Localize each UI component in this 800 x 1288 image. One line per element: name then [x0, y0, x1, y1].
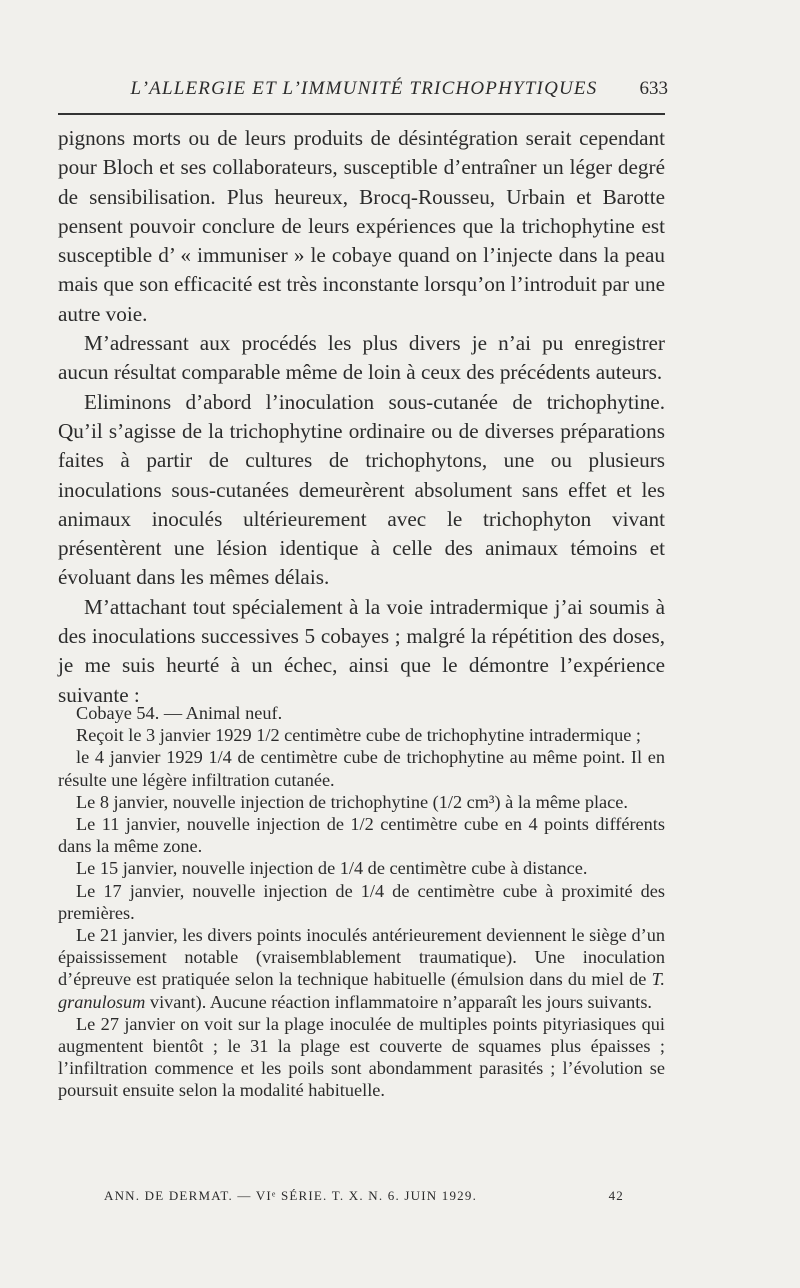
experiment-line-5: Le 15 janvier, nouvelle injection de 1/4 de centimètre cube à distance. [76, 858, 588, 879]
experiment-line-7-start: Le 21 janvier, les divers points inoculés antérieurement deviennent le siège d’un épaississement notable (vraisemblablement traumatique). Une inoculation d’épreuve est pratiquée selon la technique habituelle (émulsion dans du miel de [58, 925, 665, 990]
experiment-intro: Cobaye 54. — Animal neuf. [76, 703, 283, 723]
paragraph-3: Eliminons d’abord l’inoculation sous-cutanée de trichophytine. Qu’il s’agisse de la trichophytine ordinaire ou de diverses préparations faites à partir de cultures de trichophytons, une ou plusieurs inoculations sous-cutanées demeurèrent absolument sans effet et les animaux inoculés ultérieurement avec le trichophyton vivant présentèrent une lésion identique à celle des animaux témoins et évoluant dans les mêmes délais. [58, 389, 665, 590]
header-rule [58, 113, 665, 115]
experiment-line-7 [58, 924, 665, 1013]
main-text [58, 124, 665, 710]
experiment-line-4: Le 11 janvier, nouvelle injection de 1/2 centimètre cube en 4 points différents dans la même zone. [58, 814, 665, 857]
experiment-line-8: Le 27 janvier on voit sur la plage inoculée de multiples points pityriasiques qui augmentent bientôt ; le 31 la plage est couverte de squames plus épaisses ; l’infiltration commence et les poils sont abondamment parasités ; l’évolution se poursuit ensuite selon la modalité habituelle. [58, 1013, 665, 1101]
page-number: 633 [639, 78, 668, 99]
footer [104, 1188, 624, 1204]
experiment-line-6: Le 17 janvier, nouvelle injection de 1/4 de centimètre cube à proximité des premières. [58, 880, 665, 923]
experiment-line-7-end: vivant). Aucune réaction inflammatoire n’apparaît les jours suivants. [145, 991, 653, 1012]
experiment-line-2: le 4 janvier 1929 1/4 de centimètre cube de trichophytine au même point. Il en résulte une légère infiltration cutanée. [58, 747, 665, 790]
paragraph-2: M’adressant aux procédés les plus divers je n’ai pu enregistrer aucun résultat comparable même de loin à ceux des précédents auteurs. [58, 331, 665, 385]
signature-number: 42 [608, 1188, 624, 1203]
running-title: L’ALLERGIE ET L’IMMUNITÉ TRICHOPHYTIQUES [130, 78, 598, 99]
species-name: T. granulosum [58, 969, 665, 1012]
experiment-line-3: Le 8 janvier, nouvelle injection de trichophytine (1/2 cm³) à la même place. [76, 791, 628, 812]
paragraph-1: pignons morts ou de leurs produits de désintégration serait cependant pour Bloch et ses collaborateurs, susceptible d’entraîner un léger degré de sensibilisation. Plus heureux, Brocq-Rousseu, Urbain et Barotte pensent pouvoir conclure de leurs expériences que la trichophytine est susceptible d’ « immuniser » le cobaye quand on l’injecte dans la peau mais que son efficacité est très inconstante lorsqu’on l’introduit par une autre voie. [58, 126, 665, 326]
experiment-line-1: Reçoit le 3 janvier 1929 1/2 centimètre cube de trichophytine intradermique ; [76, 725, 642, 746]
paragraph-4: M’attachant tout spécialement à la voie intradermique j’ai soumis à des inoculations successives 5 cobayes ; malgré la répétition des doses, je me suis heurté à un échec, ainsi que le démontre l’expérience suivante : [58, 594, 665, 707]
journal-reference: ANN. DE DERMAT. — VIᵉ SÉRIE. T. X. N. 6. JUIN 1929. [104, 1188, 478, 1203]
experiment-protocol [58, 702, 665, 1102]
